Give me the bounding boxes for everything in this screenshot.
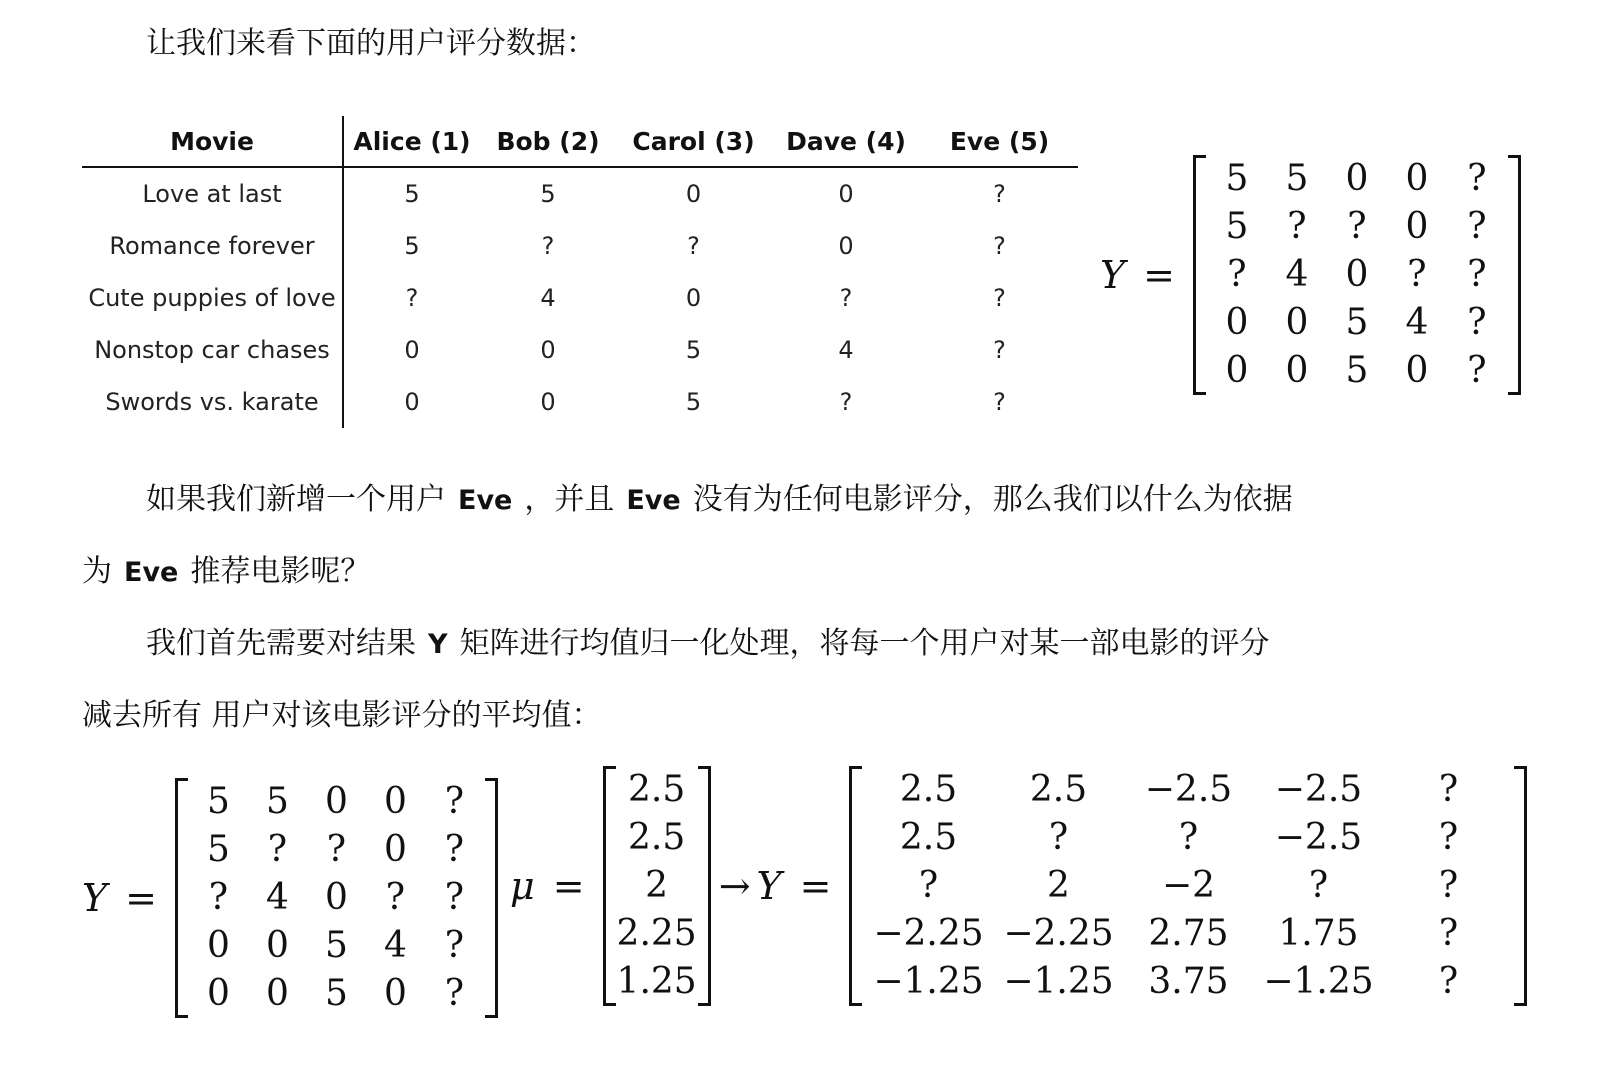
matrix-cell: −1.25: [1263, 961, 1374, 1002]
text-segment: 为: [82, 554, 112, 589]
matrix-cell: 5: [324, 925, 348, 966]
matrix-cell: 0: [1405, 206, 1429, 247]
matrix-cell: −1.25: [1003, 961, 1114, 1002]
matrix-cell: −2.5: [1274, 769, 1363, 810]
matrix-row: [189, 874, 484, 922]
matrix-cell: 0: [1285, 302, 1309, 343]
rating-cell: ?: [839, 284, 853, 312]
matrix-cell: −2.25: [873, 913, 984, 954]
rating-cell: ?: [993, 388, 1006, 416]
rating-cell: 0: [838, 180, 854, 208]
text-segment: ，并且: [524, 482, 615, 517]
matrix-row: [1207, 203, 1507, 251]
keyword-eve: Eve: [458, 485, 513, 516]
equals-sign: =: [1143, 253, 1175, 297]
matrix-cell: 5: [1225, 158, 1249, 199]
rating-cell: ?: [687, 232, 700, 260]
keyword-eve: Eve: [124, 557, 179, 588]
matrix-cell: 0: [1345, 158, 1369, 199]
matrix-cell: −2.5: [1144, 769, 1233, 810]
matrix-bracket: [849, 766, 1527, 1006]
matrix-row: [863, 814, 1513, 862]
rating-cell: ?: [405, 284, 419, 312]
y-symbol: Y: [1100, 253, 1126, 297]
matrix-cell: 0: [324, 781, 348, 822]
y-matrix-bottom: [82, 778, 498, 1018]
table-row: [82, 376, 1078, 428]
rating-cell: ?: [993, 232, 1006, 260]
matrix-cell: 4: [383, 925, 407, 966]
rating-cell: ?: [993, 284, 1006, 312]
matrix-row: [1207, 251, 1507, 299]
matrix-row: [617, 766, 697, 814]
matrix-row: [863, 910, 1513, 958]
rating-cell: 0: [685, 180, 702, 208]
matrix-grid: [863, 766, 1513, 1006]
matrix-cell: 0: [1405, 350, 1429, 391]
matrix-cell: ?: [1227, 254, 1247, 295]
matrix-row: [189, 778, 484, 826]
matrix-cell: ?: [326, 829, 347, 870]
rating-cell: 5: [404, 180, 420, 208]
matrix-cell: 2: [1047, 865, 1070, 906]
keyword-eve: Eve: [626, 485, 681, 516]
rating-cell: 5: [540, 180, 556, 208]
matrix-cell: −2.25: [1003, 913, 1114, 954]
vector-bracket: [603, 766, 711, 1006]
matrix-cell: 5: [1345, 350, 1369, 391]
equals-sign: =: [799, 864, 832, 908]
matrix-cell: ?: [1467, 350, 1487, 391]
mu-vector: [510, 766, 1527, 1006]
equals-sign: =: [125, 876, 157, 920]
matrix-cell: 5: [324, 973, 348, 1014]
matrix-cell: 0: [1405, 158, 1429, 199]
matrix-cell: 0: [206, 973, 230, 1014]
matrix-cell: 0: [206, 925, 230, 966]
text-segment: 推荐电影呢？: [190, 554, 371, 589]
matrix-bracket: [1193, 155, 1521, 395]
text-segment: 我们首先需要对结果: [146, 626, 416, 661]
rating-cell: ?: [993, 180, 1006, 208]
rating-cell: 0: [404, 336, 420, 364]
matrix-row: [617, 814, 697, 862]
rating-cell: 0: [540, 388, 556, 416]
matrix-cell: −2.5: [1274, 817, 1363, 858]
rating-cell: 5: [404, 232, 420, 260]
rating-cell: 5: [685, 336, 702, 364]
matrix-grid: [189, 778, 484, 1018]
rating-cell: 5: [685, 388, 702, 416]
matrix-row: [189, 922, 484, 970]
header-carol: Carol (3): [632, 126, 755, 156]
mu-symbol: μ: [510, 864, 535, 908]
matrix-bracket: [175, 778, 498, 1018]
matrix-cell: ?: [385, 877, 406, 918]
matrix-cell: 0: [1285, 350, 1309, 391]
matrix-cell: ?: [1467, 254, 1487, 295]
matrix-cell: ?: [444, 781, 465, 822]
header-movie: Movie: [82, 116, 343, 167]
paragraph-2-line-1: [146, 624, 1270, 665]
rating-cell: 4: [540, 284, 556, 312]
matrix-cell: ?: [1308, 865, 1329, 906]
matrix-cell: ?: [208, 877, 229, 918]
rating-cell: 0: [838, 232, 854, 260]
text-segment: 没有为任何电影评分，那么我们以什么为依据: [692, 482, 1293, 517]
matrix-cell: 0: [324, 877, 348, 918]
matrix-cell: ?: [1438, 817, 1459, 858]
table-row: [82, 272, 1078, 324]
matrix-cell: ?: [1407, 254, 1427, 295]
matrix-cell: 5: [206, 781, 230, 822]
matrix-cell: 2.5: [899, 817, 958, 858]
rating-cell: 0: [404, 388, 420, 416]
matrix-cell: ?: [1178, 817, 1199, 858]
matrix-cell: 2.25: [616, 913, 697, 954]
matrix-grid: [1207, 155, 1507, 395]
table-row: [82, 220, 1078, 272]
matrix-row: [617, 958, 697, 1006]
header-eve: Eve (5): [949, 126, 1050, 156]
matrix-cell: 2.5: [627, 817, 686, 858]
matrix-cell: −1.25: [873, 961, 984, 1002]
matrix-cell: 0: [1345, 254, 1369, 295]
paragraph-1-line-2: [82, 552, 370, 593]
rating-cell: 4: [838, 336, 854, 364]
matrix-cell: 5: [1285, 158, 1309, 199]
matrix-cell: ?: [1438, 913, 1459, 954]
matrix-row: [863, 766, 1513, 814]
matrix-cell: 2.5: [627, 769, 686, 810]
header-dave: Dave (4): [786, 126, 906, 156]
y-symbol: Y: [756, 864, 782, 908]
matrix-cell: 0: [1225, 350, 1249, 391]
matrix-cell: 5: [206, 829, 230, 870]
text-segment: 如果我们新增一个用户: [146, 482, 446, 517]
header-bob: Bob (2): [496, 126, 600, 156]
matrix-cell: 2: [645, 865, 669, 906]
rating-cell: 0: [685, 284, 702, 312]
matrix-row: [189, 970, 484, 1018]
matrix-cell: 4: [1405, 302, 1429, 343]
matrix-cell: ?: [918, 865, 939, 906]
matrix-cell: 0: [383, 973, 407, 1014]
rating-cell: ?: [993, 336, 1006, 364]
matrix-cell: 5: [1225, 206, 1249, 247]
matrix-cell: ?: [1438, 961, 1459, 1002]
matrix-cell: ?: [267, 829, 288, 870]
arrow-symbol: →: [718, 864, 751, 908]
matrix-cell: 5: [265, 781, 289, 822]
matrix-row: [189, 826, 484, 874]
matrix-grid: [617, 766, 697, 1006]
rating-cell: ?: [541, 232, 555, 260]
keyword-y: Y: [428, 629, 448, 660]
matrix-cell: ?: [1048, 817, 1069, 858]
matrix-cell: 3.75: [1148, 961, 1229, 1002]
table-row: [82, 324, 1078, 376]
movie-title-cell: Romance forever: [82, 220, 343, 272]
table-row: [82, 167, 1078, 220]
matrix-cell: 2.5: [1029, 769, 1088, 810]
movie-title-cell: Nonstop car chases: [82, 324, 343, 376]
matrix-row: [617, 910, 697, 958]
rating-cell: ?: [839, 388, 853, 416]
matrix-row: [863, 958, 1513, 1006]
matrix-cell: ?: [1467, 158, 1487, 199]
matrix-cell: 1.25: [616, 961, 697, 1002]
matrix-row: [863, 862, 1513, 910]
matrix-cell: ?: [1438, 865, 1459, 906]
matrix-cell: ?: [1438, 769, 1459, 810]
movie-title-cell: Cute puppies of love: [82, 272, 343, 324]
matrix-cell: ?: [444, 829, 465, 870]
intro-text: 让我们来看下面的用户评分数据：: [146, 26, 596, 61]
paragraph-1-line-1: [146, 480, 1293, 521]
matrix-cell: ?: [444, 877, 465, 918]
matrix-cell: 1.75: [1278, 913, 1359, 954]
matrix-cell: ?: [1467, 206, 1487, 247]
paragraph-2-line-2: 减去所有 用户对该电影评分的平均值：: [82, 698, 602, 733]
movie-title-cell: Love at last: [82, 167, 343, 220]
matrix-cell: 0: [1225, 302, 1249, 343]
matrix-cell: 2.5: [899, 769, 958, 810]
matrix-row: [1207, 155, 1507, 203]
matrix-cell: ?: [444, 973, 465, 1014]
matrix-cell: 5: [1345, 302, 1369, 343]
matrix-cell: 0: [383, 829, 407, 870]
matrix-row: [1207, 299, 1507, 347]
matrix-cell: ?: [1467, 302, 1487, 343]
y-matrix-top: [1100, 155, 1521, 395]
matrix-cell: ?: [1287, 206, 1307, 247]
equals-sign: =: [552, 864, 585, 908]
matrix-row: [617, 862, 697, 910]
rating-cell: 0: [540, 336, 556, 364]
matrix-cell: 2.75: [1148, 913, 1229, 954]
ratings-table: [82, 116, 1078, 428]
y-symbol: Y: [82, 876, 108, 920]
matrix-cell: 0: [265, 925, 289, 966]
matrix-cell: 4: [265, 877, 289, 918]
movie-title-cell: Swords vs. karate: [82, 376, 343, 428]
matrix-cell: 0: [265, 973, 289, 1014]
matrix-cell: ?: [444, 925, 465, 966]
matrix-cell: 4: [1285, 254, 1309, 295]
text-segment: 矩阵进行均值归一化处理，将每一个用户对某一部电影的评分: [459, 626, 1270, 661]
matrix-row: [1207, 347, 1507, 395]
matrix-cell: −2: [1161, 865, 1216, 906]
matrix-cell: ?: [1347, 206, 1367, 247]
matrix-cell: 0: [383, 781, 407, 822]
header-alice: Alice (1): [353, 126, 471, 156]
table-header-row: [82, 116, 1078, 167]
